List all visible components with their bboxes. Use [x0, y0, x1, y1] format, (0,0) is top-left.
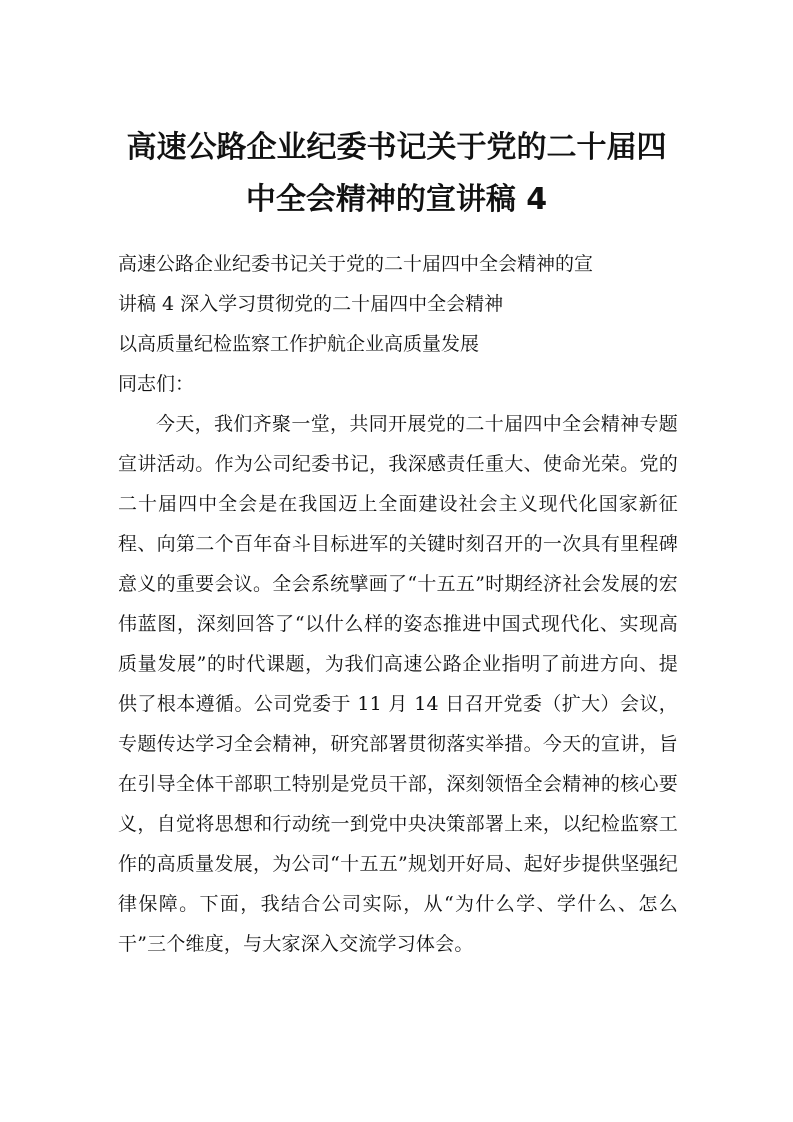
intro-line-3: 以高质量纪检监察工作护航企业高质量发展	[118, 333, 480, 355]
title-line-1: 高速公路企业纪委书记关于党的二十届四	[126, 130, 667, 165]
intro-line-1: 高速公路企业纪委书记关于党的二十届四中全会精神的宣	[118, 253, 594, 275]
document-body	[118, 244, 678, 964]
paragraph-1: 今天，我们齐聚一堂，共同开展党的二十届四中全会精神专题宣讲活动。作为公司纪委书记，我深感责任重大、使命光荣。党的二十届四中全会是在我国迈上全面建设社会主义现代化国家新征程、向第二个百年奋斗目标进军的关键时刻召开的一次具有里程碑意义的重要会议。全会系统擘画了“十五五”时期经济社会发展的宏伟蓝图，深刻回答了“以什么样的姿态推进中国式现代化、实现高质量发展”的时代课题，为我们高速公路企业指明了前进方向、提供了根本遵循。公司党委于 11 月 14 日召开党委（扩大）会议，专题传达学习全会精神，研究部署贯彻落实举措。今天的宣讲，旨在引导全体干部职工特别是党员干部，深刻领悟全会精神的核心要义，自觉将思想和行动统一到党中央决策部署上来，以纪检监察工作的高质量发展，为公司“十五五”规划开好局、起好步提供坚强纪律保障。下面，我结合公司实际，从“为什么学、学什么、怎么干”三个维度，与大家深入交流学习体会。	[118, 413, 678, 955]
document-title	[100, 122, 693, 226]
intro-line-2: 讲稿 4 深入学习贯彻党的二十届四中全会精神	[118, 293, 504, 315]
salutation: 同志们：	[118, 373, 195, 395]
title-line-2: 中全会精神的宣讲稿 4	[245, 182, 548, 217]
